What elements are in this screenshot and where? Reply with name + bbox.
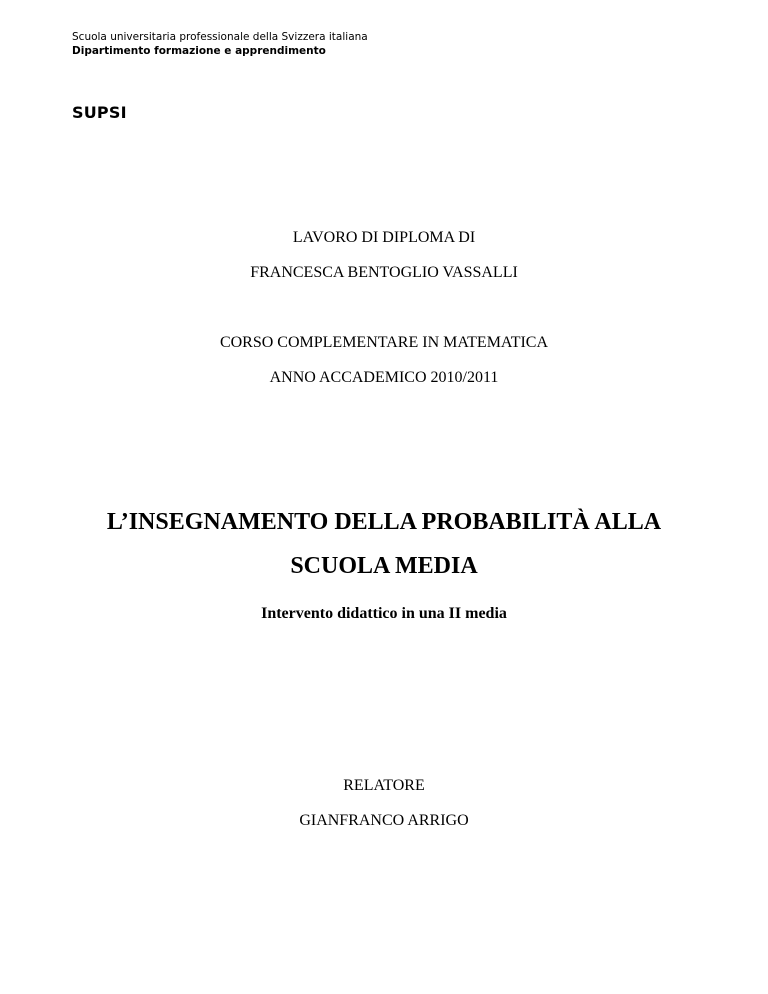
- academic-year: ANNO ACCADEMICO 2010/2011: [269, 369, 499, 386]
- work-label: LAVORO DI DIPLOMA DI: [292, 229, 476, 246]
- thesis-title-line-2: SCUOLA MEDIA: [290, 553, 478, 579]
- department-name: Dipartimento formazione e apprendimento: [72, 45, 326, 57]
- advisor-name: GIANFRANCO ARRIGO: [299, 812, 469, 829]
- advisor-label: RELATORE: [343, 777, 425, 794]
- supsi-logo: SUPSI: [72, 103, 127, 122]
- course-name: CORSO COMPLEMENTARE IN MATEMATICA: [219, 334, 549, 351]
- author-name: FRANCESCA BENTOGLIO VASSALLI: [250, 264, 518, 281]
- thesis-subtitle: Intervento didattico in una II media: [261, 605, 507, 622]
- institution-header: [72, 30, 368, 58]
- institution-name: Scuola universitaria professionale della Svizzera italiana: [72, 31, 368, 43]
- thesis-title-line-1: L’INSEGNAMENTO DELLA PROBABILITÀ ALLA: [106, 509, 662, 535]
